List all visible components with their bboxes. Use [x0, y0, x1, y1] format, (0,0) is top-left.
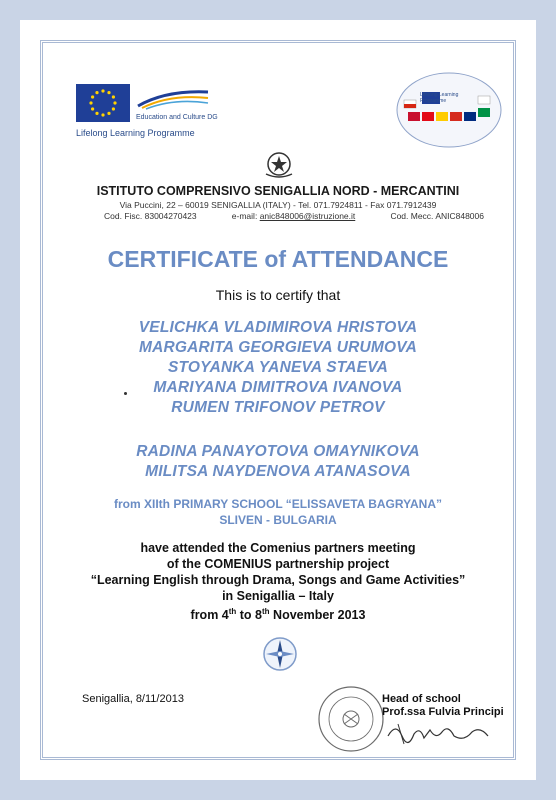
date-to: to 8 — [236, 608, 262, 623]
attendee-name: MARIYANA DIMITROVA IVANOVA — [153, 379, 403, 396]
statement-line: “Learning English through Drama, Songs and Game Activities” — [90, 573, 466, 587]
cod-fisc: Cod. Fisc. 83004270423 — [104, 211, 197, 221]
signature-icon — [384, 716, 494, 750]
ec-swoosh-icon — [136, 86, 210, 110]
project-logo-text — [420, 92, 472, 104]
school-city: SLIVEN - BULGARIA — [219, 513, 337, 527]
attendee-name: RUMEN TRIFONOV PETROV — [171, 399, 385, 416]
names-group-2 — [0, 442, 556, 482]
school-name: ISTITUTO COMPRENSIVO SENIGALLIA NORD - MERCANTINI — [96, 184, 460, 198]
email-link[interactable]: anic848006@istruzione.it — [259, 211, 356, 221]
attendee-name: MARGARITA GEORGIEVA URUMOVA — [138, 339, 418, 356]
statement-line: of the COMENIUS partnership project — [166, 557, 390, 571]
certify-line: This is to certify that — [215, 287, 341, 303]
place-date: Senigallia, 8/11/2013 — [82, 693, 184, 705]
project-logo-icon — [394, 70, 504, 150]
head-of-school-label: Head of school — [382, 693, 461, 705]
attendee-name: MILITSA NAYDENOVA ATANASOVA — [145, 463, 411, 480]
speck-mark — [124, 392, 127, 395]
eu-flag-icon — [76, 84, 130, 122]
date-from: from 4 — [190, 608, 229, 623]
cod-mecc: Cod. Mecc. ANIC848006 — [390, 211, 484, 221]
date-month-year: November 2013 — [269, 608, 366, 623]
school-codes — [104, 211, 484, 221]
names-group-1 — [0, 318, 556, 418]
attendee-name: RADINA PANAYOTOVA OMAYNIKOVA — [136, 443, 420, 460]
compass-rose-icon — [262, 636, 298, 672]
head-of-school-name: Prof.ssa Fulvia Principi — [382, 706, 504, 718]
date-from-suffix: th — [228, 607, 237, 616]
attendee-name: VELICHKA VLADIMIROVA HRISTOVA — [138, 319, 418, 336]
email-label: e-mail: — [231, 211, 258, 221]
ec-dg-label: Education and Culture DG — [136, 114, 218, 121]
date-to-suffix: th — [262, 607, 270, 616]
school-from: from XIIth PRIMARY SCHOOL “ELISSAVETA BAGRYANA” — [113, 497, 443, 511]
certificate-title: CERTIFICATE of ATTENDANCE — [107, 246, 449, 272]
school-address: Via Puccini, 22 – 60019 SENIGALLIA (ITALY) - Tel. 071.7924811 - Fax 071.7912439 — [119, 200, 437, 210]
statement-line: in Senigallia – Italy — [222, 589, 334, 603]
statement-line: have attended the Comenius partners meeting — [140, 541, 416, 555]
italian-emblem-icon — [262, 150, 296, 180]
project-logo-line: Lifelong Learning Programme — [420, 92, 459, 104]
attendee-name: STOYANKA YANEVA STAEVA — [168, 359, 388, 376]
eu-programme-label: Lifelong Learning Programme — [76, 128, 195, 138]
attendance-statement — [0, 540, 556, 623]
date-range — [0, 604, 556, 623]
email-group — [232, 211, 355, 221]
school-stamp-icon — [316, 684, 386, 754]
